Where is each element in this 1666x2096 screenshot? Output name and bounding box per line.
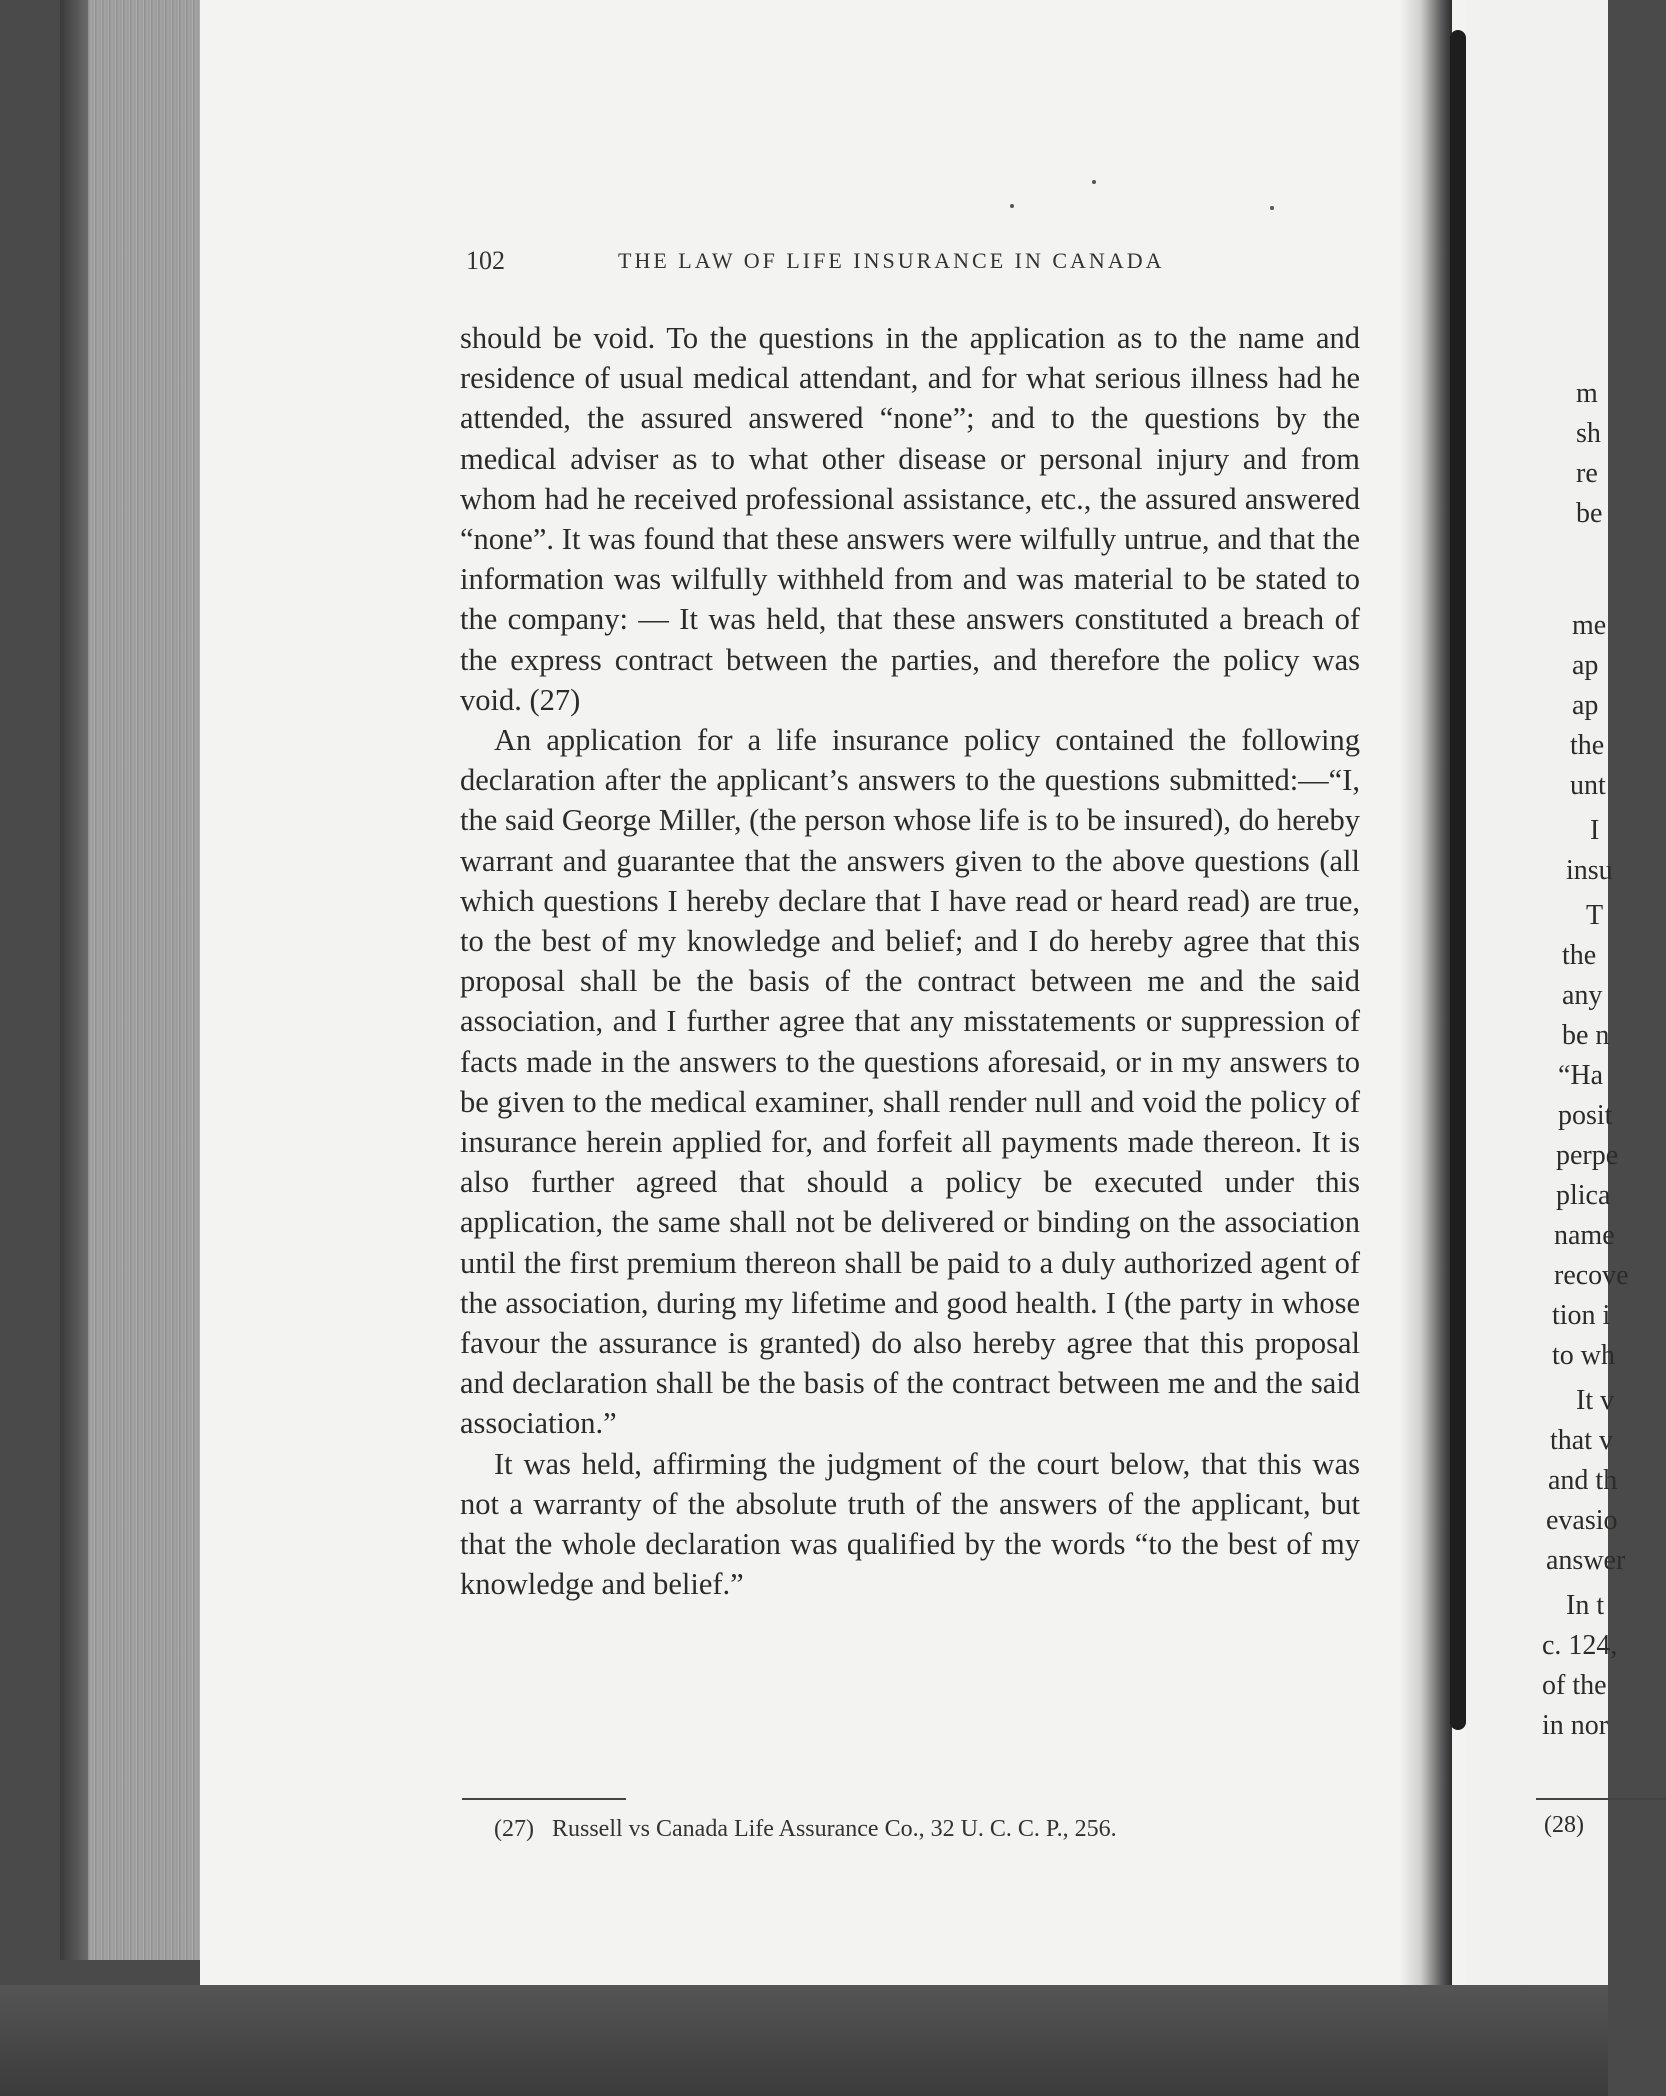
book-edge-shadow (60, 0, 90, 1960)
right-page-line: of the (1542, 1670, 1607, 1701)
footnote (494, 1816, 1117, 1843)
right-page-line: me (1572, 610, 1607, 641)
paragraph: An application for a life insurance policy contained the following declaration after the applicant’s answers to the questions submitted:—“I, the said George Miller, (the person whose life is to be insured), do hereby warrant and guarantee that the answers given to the above questions (all which questions I hereby declare that I have read or heard read) are true, to the best of my knowledge and belief; and I do hereby agree that this proposal shall be the basis of the contract between me and the said association, and I further agree that any misstatements or suppression of facts made in the answers to the questions aforesaid, or in my answers to be given to the medical examiner, shall render null and void the policy of insurance herein applied for, and forfeit all payments made thereon. It is also further agreed that should a policy be executed under this application, the same shall not be delivered or binding on the association until the first premium thereon shall be paid to a duly authorized agent of the association, during my lifetime and good health. I (the party in whose favour the assurance is granted) do also hereby agree that this proposal and declaration shall be the basis of the contract between me and the said association.” (460, 723, 1360, 1441)
right-page-line: re (1576, 458, 1598, 489)
paragraph: should be void. To the questions in the application as to the name and residence of usual medical attendant, and for what serious illness had he attended, the assured answered “none”; and to the questions by the medical adviser as to what other disease or personal injury and from whom had he received professional assistance, etc., the assured answered “none”. It was found that these answers were wilfully untrue, and that the information was wilfully withheld from and was material to be stated to the company: — It was held, that these answers constituted a breach of the express contract between the parties, and therefore the policy was void. (27) (460, 321, 1360, 717)
right-page-line: be n (1562, 1020, 1610, 1051)
right-page-line: ap (1572, 690, 1599, 721)
right-page-line: any (1562, 980, 1603, 1011)
right-page-line: It v (1576, 1385, 1615, 1416)
running-title: THE LAW OF LIFE INSURANCE IN CANADA (618, 248, 1165, 273)
right-page-line: m (1576, 378, 1598, 409)
right-page-line: the (1570, 730, 1605, 761)
right-page-line: T (1586, 900, 1604, 931)
page-speck (1010, 204, 1014, 208)
right-page-line: sh (1576, 418, 1601, 449)
right-page-line: ap (1572, 650, 1599, 681)
footnote-number: (27) (494, 1816, 534, 1842)
footnote-text: Russell vs Canada Life Assurance Co., 32 U. C. C. P., 256. (551, 1816, 1117, 1842)
right-page-line: that v (1550, 1425, 1613, 1456)
right-page (1466, 0, 1629, 1985)
right-page-line: “Ha (1558, 1060, 1604, 1091)
scan-bottom-background (0, 1985, 1608, 2096)
book-gutter (1400, 0, 1452, 1985)
right-page-line: insu (1566, 855, 1613, 886)
page-speck (1270, 206, 1274, 210)
book-page-edges (88, 0, 200, 1960)
right-footnote-number: (28) (1544, 1812, 1584, 1838)
right-page-line: to wh (1552, 1340, 1615, 1371)
body-text (460, 318, 1360, 1605)
right-page-line: c. 124, (1542, 1630, 1618, 1661)
right-page-line: and th (1548, 1465, 1618, 1496)
right-page-line: be (1576, 498, 1603, 529)
right-page-line: perpe (1556, 1140, 1619, 1171)
right-page-line: I (1590, 815, 1600, 846)
right-page-line: unt (1570, 770, 1606, 801)
page-speck (1092, 180, 1096, 184)
right-page-line: In t (1566, 1590, 1605, 1621)
right-page-line: recove (1554, 1260, 1629, 1291)
right-page-line: answer (1546, 1545, 1626, 1576)
footnote-rule (462, 1798, 626, 1800)
right-page-line: in nor (1542, 1710, 1609, 1741)
paragraph: It was held, affirming the judgment of the court below, that this was not a warranty of the absolute truth of the answers of the applicant, but that the whole declaration was qualified by the words “to the best of my knowledge and belief.” (460, 1446, 1360, 1602)
right-page-line: evasio (1546, 1505, 1618, 1536)
page-number: 102 (466, 246, 505, 275)
gutter-shadow (1450, 30, 1466, 1730)
page-header (466, 246, 1346, 286)
right-page-line: posit (1558, 1100, 1613, 1131)
right-page-line: the (1562, 940, 1597, 971)
right-page-line: tion i (1552, 1300, 1611, 1331)
right-page-line: name (1554, 1220, 1615, 1251)
right-footnote-rule (1536, 1798, 1666, 1800)
right-page-line: plica (1556, 1180, 1611, 1211)
